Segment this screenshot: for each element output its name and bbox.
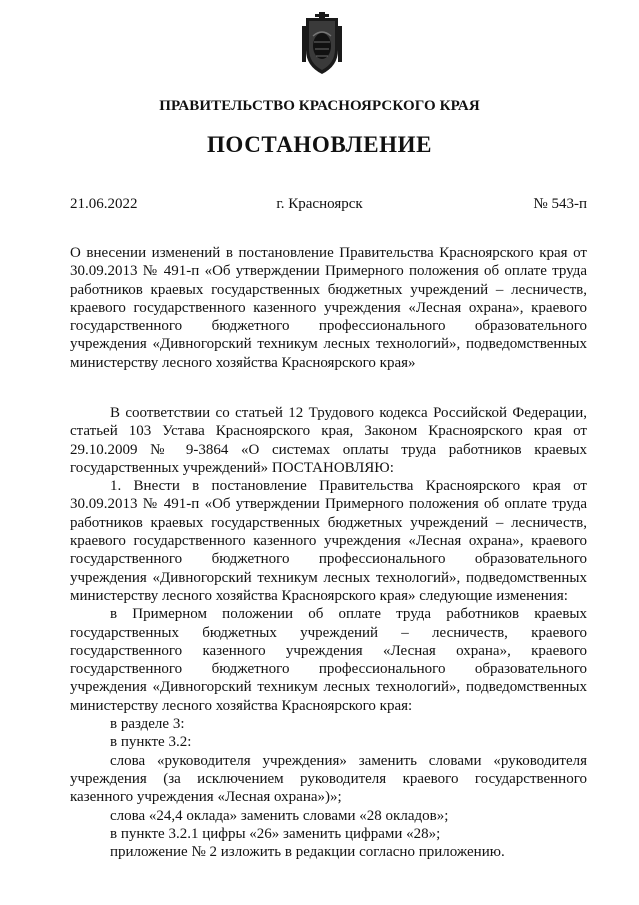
amendment-words-paragraph: слова «руководителя учреждения» заменить словами «руководителя учреждения (за исключением руководителя краевого государственного казенного учреждения «Лесная охрана»)»;: [70, 752, 587, 806]
amendment-digits-line: в пункте 3.2.1 цифры «26» заменить цифрами «28»;: [110, 825, 441, 842]
coat-of-arms-icon: [298, 12, 346, 78]
amendment-salary-line: слова «24,4 оклада» заменить словами «28 окладов»;: [110, 807, 449, 824]
document-city: г. Красноярск: [276, 196, 363, 212]
clause-1-paragraph: 1. Внести в постановление Правительства Красноярского края от 30.09.2013 № 491-п «Об утверждении Примерного положения об оплате труда работников краевых государственных бюджетных учреждений – лесничеств, краевого государственного казенного учреждения «Лесная охрана», краевого государственного бюджетного профессионального образовательного учреждения «Дивногорский техникум лесных технологий», подведомственных министерству лесного хозяйства Красноярского края» следующие изменения:: [70, 478, 587, 604]
document-date: 21.06.2022: [70, 196, 138, 212]
amendment-appendix-line: приложение № 2 изложить в редакции согласно приложению.: [110, 844, 505, 861]
preamble-paragraph: В соответствии со статьей 12 Трудового кодекса Российской Федерации, статьей 103 Устава Красноярского края, Законом Красноярского края от 29.10.2009 № 9-3864 «О системах оплаты труда работников краевых государственных учреждений» ПОСТАНОВЛЯЮ:: [70, 405, 587, 476]
document-subject: О внесении изменений в постановление Правительства Красноярского края от 30.09.2013 № 491-п «Об утверждении Примерного положения об оплате труда работников краевых государственных бюджетных учреждений – лесничеств, краевого государственного казенного учреждения «Лесная охрана», краевого государственного бюджетного профессионального образовательного учреждения «Дивногорский техникум лесных технологий», подведомственных министерству лесного хозяйства Красноярского края»: [70, 245, 587, 371]
document-body: [70, 404, 587, 861]
amendment-section-line: в разделе 3:: [110, 716, 185, 733]
document-type: ПОСТАНОВЛЕНИЕ: [206, 132, 433, 157]
amendment-point-line: в пункте 3.2:: [110, 734, 192, 751]
document-number: № 543-п: [533, 196, 587, 212]
amendment-paragraph: в Примерном положении об оплате труда работников краевых государственных бюджетных учреждений – лесничеств, краевого государственного казенного учреждения «Лесная охрана», краевого государственного бюджетного профессионального образовательного учреждения «Дивногорский техникум лесных технологий», подведомственных министерству лесного хозяйства Красноярского края:: [70, 606, 587, 714]
government-title: ПРАВИТЕЛЬСТВО КРАСНОЯРСКОГО КРАЯ: [159, 98, 480, 114]
